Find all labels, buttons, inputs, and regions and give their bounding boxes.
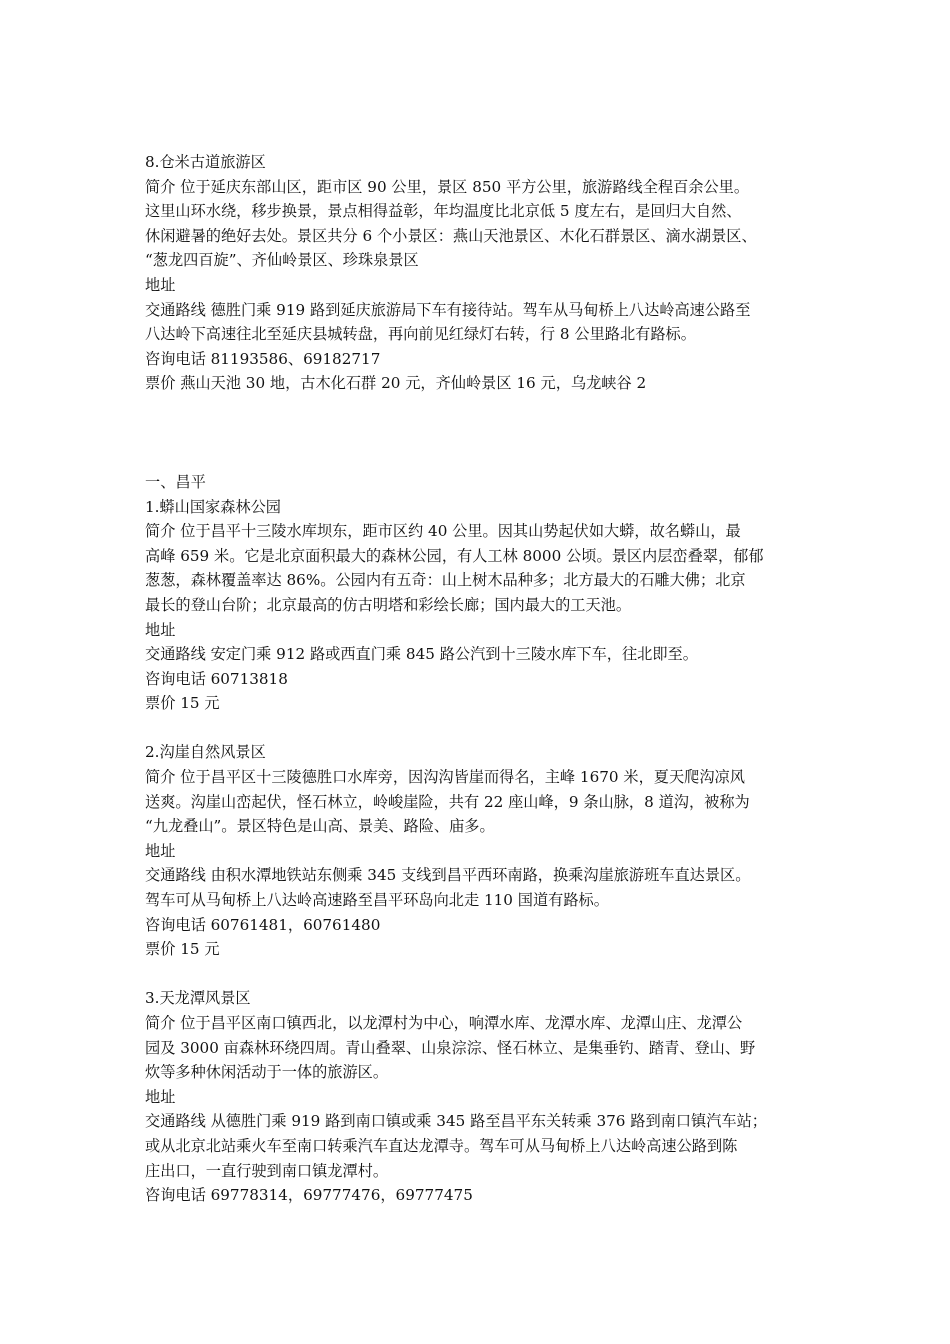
- phone-line: 咨询电话 60761481，60761480: [145, 915, 381, 934]
- intro-line: “葱龙四百旋”、齐仙岭景区、珍珠泉景区: [145, 251, 419, 270]
- spot-title: 3.天龙潭风景区: [145, 989, 251, 1008]
- phone-line: 咨询电话 69778314，69777476，69777475: [145, 1186, 473, 1205]
- intro-line: 简介 位于昌平区南口镇西北，以龙潭村为中心，响潭水库、龙潭水库、龙潭山庄、龙潭公: [145, 1014, 743, 1032]
- intro-line: 最长的登山台阶；北京最高的仿古明塔和彩绘长廊；国内最大的工天池。: [145, 595, 631, 614]
- document-page: [145, 150, 820, 1208]
- phone-line: 咨询电话 81193586、69182717: [145, 349, 381, 368]
- transport-line: 或从北京北站乘火车至南口转乘汽车直达龙潭寺。驾车可从马甸桥上八达岭高速公路到陈: [145, 1136, 738, 1155]
- district-heading: 一、昌平: [145, 472, 206, 491]
- transport-line: 交通路线 安定门乘 912 路或西直门乘 845 路公汽到十三陵水库下车，往北即至。: [145, 645, 698, 664]
- transport-line: 驾车可从马甸桥上八达岭高速路至昌平环岛向北走 110 国道有路标。: [145, 891, 609, 910]
- intro-line: 葱葱，森林覆盖率达 86%。公园内有五奇：山上树木品种多；北方最大的石雕大佛；北京: [145, 571, 746, 590]
- intro-line: 简介 位于昌平区十三陵德胜口水库旁，因沟沟皆崖而得名，主峰 1670 米，夏天爬沟凉风: [145, 768, 745, 787]
- intro-line: “九龙叠山”。景区特色是山高、景美、路险、庙多。: [145, 817, 495, 836]
- spot-mangshan: [145, 495, 820, 716]
- intro-line: 简介 位于延庆东部山区，距市区 90 公里，景区 850 平方公里，旅游路线全程百余公里。: [145, 177, 750, 196]
- spot-spacer: [145, 716, 820, 741]
- spot-title: 1.蟒山国家森林公园: [145, 497, 281, 516]
- spot-title: 2.沟崖自然风景区: [145, 743, 266, 762]
- spot-tianlongtan: [145, 986, 820, 1207]
- transport-line: 庄出口，一直行驶到南口镇龙潭村。: [145, 1161, 388, 1180]
- transport-line: 八达岭下高速往北至延庆县城转盘，再向前见红绿灯右转，行 8 公里路北有路标。: [145, 325, 696, 344]
- spot-spacer: [145, 962, 820, 987]
- transport-line: 交通路线 德胜门乘 919 路到延庆旅游局下车有接待站。驾车从马甸桥上八达岭高速公路至: [145, 300, 751, 319]
- address-label: 地址: [145, 1087, 176, 1106]
- intro-line: 休闲避暑的绝好去处。景区共分 6 个小景区：燕山天池景区、木化石群景区、滴水湖景区、: [145, 226, 757, 245]
- section-spacer: [145, 396, 820, 470]
- transport-line: 交通路线 由积水潭地铁站东侧乘 345 支线到昌平西环南路，换乘沟崖旅游班车直达景区。: [145, 866, 751, 885]
- intro-line: 这里山环水绕，移步换景，景点相得益彰，年均温度比北京低 5 度左右，是回归大自然、: [145, 202, 742, 221]
- address-label: 地址: [145, 275, 176, 294]
- intro-line: 炊等多种休闲活动于一体的旅游区。: [145, 1063, 388, 1082]
- price-line: 票价 15 元: [145, 694, 220, 713]
- address-label: 地址: [145, 620, 176, 639]
- section-cangmi: [145, 150, 820, 396]
- intro-line: 送爽。沟崖山峦起伏，怪石林立，岭峻崖险，共有 22 座山峰，9 条山脉，8 道沟，被称为: [145, 792, 750, 811]
- phone-line: 咨询电话 60713818: [145, 669, 288, 688]
- transport-line: 交通路线 从德胜门乘 919 路到南口镇或乘 345 路至昌平东关转乘 376 路到南口镇汽车站；: [145, 1112, 767, 1131]
- spot-gouya: [145, 740, 820, 961]
- intro-line: 园及 3000 亩森林环绕四周。青山叠翠、山泉淙淙、怪石林立、是集垂钓、踏青、登山、野: [145, 1038, 756, 1057]
- price-line: 票价 15 元: [145, 940, 220, 959]
- address-label: 地址: [145, 841, 176, 860]
- price-line: 票价 燕山天池 30 地，古木化石群 20 元，齐仙岭景区 16 元，乌龙峡谷 2: [145, 374, 647, 393]
- intro-line: 简介 位于昌平十三陵水库坝东，距市区约 40 公里。因其山势起伏如大蟒，故名蟒山，最: [145, 522, 741, 541]
- intro-line: 高峰 659 米。它是北京面积最大的森林公园，有人工林 8000 公顷。景区内层峦叠翠，郁郁: [145, 546, 764, 565]
- section-title: 8.仓米古道旅游区: [145, 153, 266, 171]
